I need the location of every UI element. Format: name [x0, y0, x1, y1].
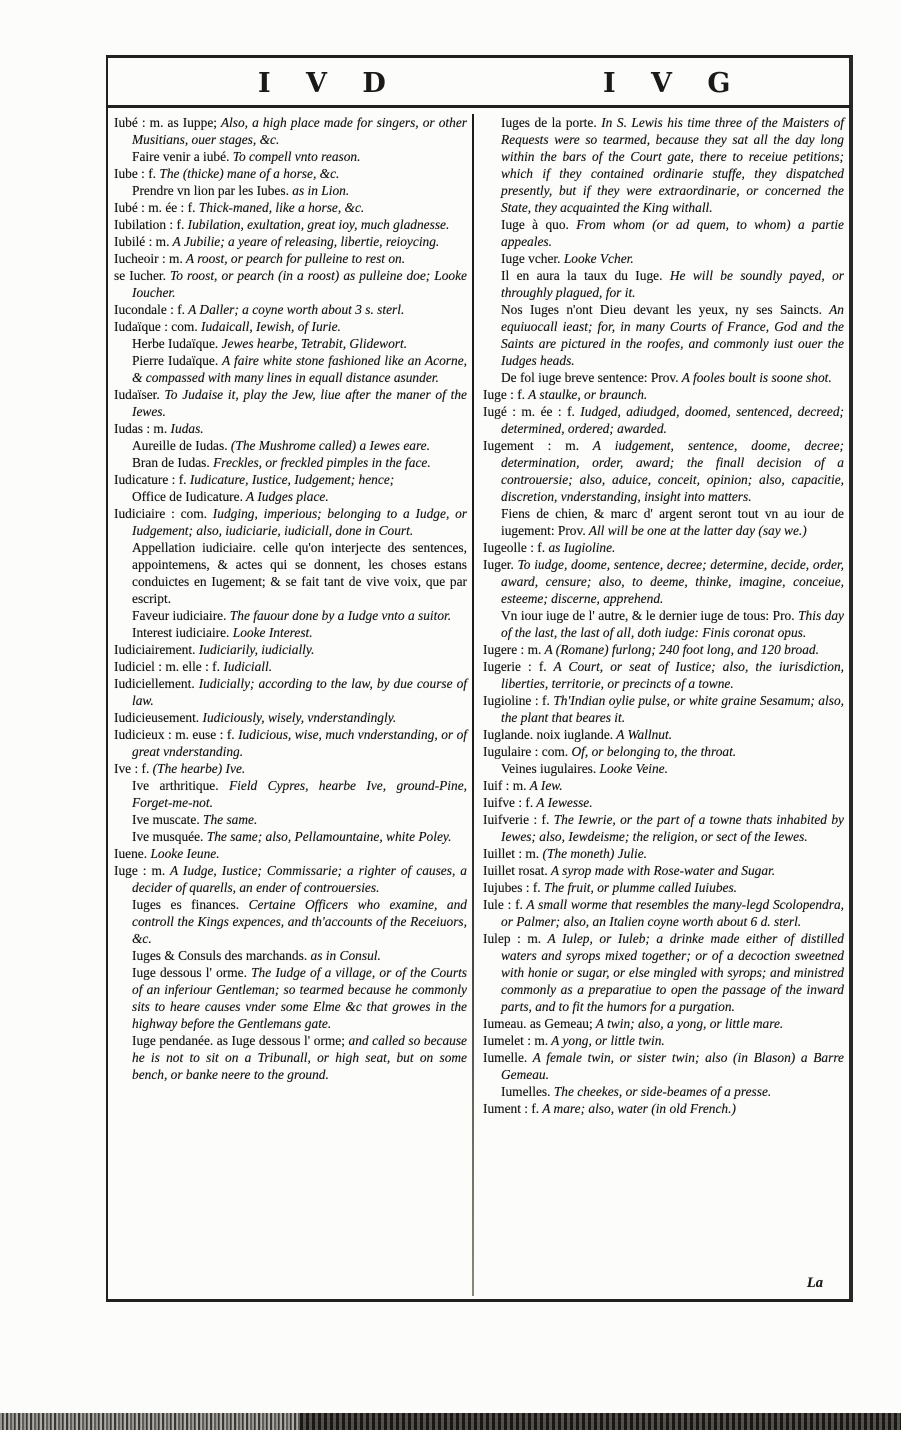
entry-headword: Ive arthritique. [132, 778, 219, 793]
dictionary-entry [114, 726, 467, 760]
entry-headword: Iugeolle : f. [483, 540, 546, 555]
entry-definition: and called so because he is not to sit on a Tribunall, or high seat, but on some bench, or banke neere to the ground. [132, 1033, 467, 1082]
dictionary-entry [483, 539, 844, 556]
page-frame [106, 55, 853, 1302]
entry-headword: Iuges & Consuls des marchands. [132, 948, 308, 963]
entry-definition: A Iewesse. [533, 795, 593, 810]
dictionary-entry [114, 318, 467, 335]
entry-headword: Iubilé : m. [114, 234, 170, 249]
entry-headword: Iudiciel : m. elle : f. [114, 659, 220, 674]
dictionary-entry [483, 862, 844, 879]
entry-definition: The fruit, or plumme called Iuiubes. [540, 880, 738, 895]
entry-headword: Iuge à quo. [501, 217, 569, 232]
entry-definition: To iudge, doome, sentence, decree; determine, decide, order, award, censure; also, to deeme, thinke, imagine, conceiue, esteeme; discerne, apprehend. [501, 557, 844, 606]
entry-headword: Iudiciaire : com. [114, 506, 208, 521]
entry-headword: Iubé : m. ée : f. [114, 200, 196, 215]
entry-headword: Iulep : m. [483, 931, 542, 946]
entry-headword: Office de Iudicature. [132, 489, 243, 504]
entry-headword: Ive musquée. [132, 829, 204, 844]
entry-definition: The same; also, Pellamountaine, white Poley. [203, 829, 452, 844]
entry-headword: Ive muscate. [132, 812, 200, 827]
entry-headword: Iuglande. noix iuglande. [483, 727, 614, 742]
entry-definition: A female twin, or sister twin; also (in Blason) a Barre Gemeau. [501, 1050, 844, 1082]
dictionary-entry [114, 114, 467, 148]
dictionary-entry [114, 148, 467, 165]
entry-definition: The Iewrie, or the part of a towne thats inhabited by Iewes; also, Iewdeisme; the religion, or sect of the Iewes. [501, 812, 844, 844]
entry-definition: Iudicially; according to the law, by due course of law. [132, 676, 467, 708]
entry-definition: Certaine Officers who examine, and controll the Kings expences, and th'accounts of the Receiuors, &c. [132, 897, 467, 946]
dictionary-entry [114, 828, 467, 845]
entry-headword: Iugulaire : com. [483, 744, 569, 759]
dictionary-entry [483, 641, 844, 658]
dictionary-entry [483, 1083, 844, 1100]
dictionary-entry [483, 794, 844, 811]
dictionary-entry [483, 1049, 844, 1083]
entry-headword: Veines iugulaires. [501, 761, 597, 776]
entry-definition: as in Lion. [288, 183, 350, 198]
entry-definition: This day of the last, the last of all, doth iudge: Finis coronat opus. [501, 608, 844, 640]
entry-definition: He will be soundly payed, or throughly plagued, for it. [501, 268, 844, 300]
entry-headword: Iudaïser. [114, 387, 160, 402]
entry-headword: Appellation iudiciaire. celle qu'on interjecte des sentences, appointemens, & actes qui se donnent, les choses estans conduictes en Iugement; & se fait tant de vive voix, que par escript. [132, 540, 467, 606]
dictionary-entry [114, 777, 467, 811]
entry-headword: Iube : f. [114, 166, 157, 181]
entry-headword: Iumelle. [483, 1050, 528, 1065]
entry-headword: Vn iour iuge de l' autre, & le dernier iuge de tous: Pro. [501, 608, 795, 623]
dictionary-entry [114, 607, 467, 624]
entry-definition: A Jubilie; a yeare of releasing, libertie, reioycing. [169, 234, 440, 249]
entry-definition: A syrop made with Rose-water and Sugar. [547, 863, 776, 878]
dictionary-entry [483, 403, 844, 437]
entry-headword: Iugement : m. [483, 438, 580, 453]
entry-headword: Iudiciellement. [114, 676, 195, 691]
entry-headword: Nos Iuges n'ont Dieu devant les yeux, ny ses Saincts. [501, 302, 822, 317]
dictionary-entry [114, 199, 467, 216]
entry-headword: Iuge vcher. [501, 251, 561, 266]
dictionary-entry [483, 692, 844, 726]
dictionary-entry [114, 624, 467, 641]
entry-definition: To compell vnto reason. [229, 149, 361, 164]
dictionary-entry [483, 250, 844, 267]
dictionary-entry [114, 947, 467, 964]
dictionary-entry [114, 352, 467, 386]
dictionary-entry [114, 165, 467, 182]
entry-definition: (The moneth) Julie. [539, 846, 648, 861]
entry-definition: A staulke, or braunch. [525, 387, 648, 402]
left-column [114, 114, 472, 1296]
bottom-page-edge [0, 1413, 901, 1430]
entry-headword: Iule : f. [483, 897, 523, 912]
dictionary-entry [483, 777, 844, 794]
dictionary-entry [483, 811, 844, 845]
dictionary-entry [114, 233, 467, 250]
entry-headword: Iument : f. [483, 1101, 540, 1116]
entry-headword: Interest iudiciaire. [132, 625, 230, 640]
running-head-left: I V D [258, 68, 399, 99]
entry-headword: Iuif : m. [483, 778, 527, 793]
entry-headword: Iuge : f. [483, 387, 526, 402]
entry-definition: Looke Veine. [596, 761, 668, 776]
entry-definition: Looke Vcher. [560, 251, 634, 266]
entry-headword: Iudiciairement. [114, 642, 196, 657]
entry-definition: A Iulep, or Iuleb; a drinke made either of distilled waters and syrops mixed together; or of a decoction sweetned with honie or sugar, or else mingled with syrops; and ministred commonly as a preparatiue to open the passage of the inward parts, and to fit the humors for a purgation. [501, 931, 844, 1014]
entry-headword: Fiens de chien, & marc d' argent seront tout vn au iour de iugement: Prov. [501, 506, 844, 538]
entry-headword: Iudicieux : m. euse : f. [114, 727, 235, 742]
text-columns [114, 114, 846, 1296]
entry-definition: The (thicke) mane of a horse, &c. [156, 166, 340, 181]
entry-definition: A mare; also, water (in old French.) [539, 1101, 736, 1116]
entry-definition: Jewes hearbe, Tetrabit, Glidewort. [218, 336, 408, 351]
entry-definition: A Wallnut. [613, 727, 673, 742]
entry-definition: Iudiciously, wisely, vnderstandingly. [199, 710, 397, 725]
entry-definition: The Iudge of a village, or of the Courts of an inferiour Gentleman; so tearmed because he commonly sits to heare causes vnder some Elme &c that growes in the highway before the Gentlemans gate. [132, 965, 467, 1031]
dictionary-entry [483, 1100, 844, 1117]
dictionary-entry [483, 896, 844, 930]
entry-headword: Herbe Iudaïque. [132, 336, 219, 351]
entry-headword: Iumelet : m. [483, 1033, 549, 1048]
header-rule [107, 105, 851, 108]
entry-definition: A iudgement, sentence, doome, decree; determination, order, award; the finall decision of a controuersie; also, aduice, conceit, opinion; also, capacitie, discretion, vnderstanding, insight into matters. [501, 438, 844, 504]
dictionary-entry [114, 641, 467, 658]
entry-definition: A Court, or seat of Iustice; also, the iurisdiction, liberties, territorie, or precincts of a towne. [501, 659, 844, 691]
entry-definition: The fauour done by a Iudge vnto a suitor. [226, 608, 452, 623]
dictionary-entry [114, 182, 467, 199]
entry-definition: as Iugioline. [545, 540, 616, 555]
entry-definition: (The Mushrome called) a Iewes eare. [227, 438, 430, 453]
entry-headword: Bran de Iudas. [132, 455, 210, 470]
dictionary-entry [114, 539, 467, 607]
entry-definition: Iudicature, Iustice, Iudgement; hence; [186, 472, 395, 487]
entry-definition: From whom (or ad quem, to whom) a partie appeales. [501, 217, 844, 249]
entry-definition: The cheekes, or side-beames of a presse. [550, 1084, 772, 1099]
entry-definition: The same. [199, 812, 258, 827]
entry-definition: A roost, or pearch for pulleine to rest on. [182, 251, 406, 266]
entry-headword: Iubé : m. as Iuppe; [114, 115, 217, 130]
dictionary-entry [114, 437, 467, 454]
entry-definition: Looke Interest. [229, 625, 313, 640]
entry-headword: Iuifve : f. [483, 795, 534, 810]
entry-definition: Iudaicall, Iewish, of Iurie. [197, 319, 341, 334]
entry-headword: Iuifverie : f. [483, 812, 550, 827]
entry-headword: se Iucher. [114, 268, 167, 283]
entry-definition: Also, a high place made for singers, or other Musitians, ouer stages, &c. [132, 115, 467, 147]
dictionary-entry [114, 216, 467, 233]
entry-headword: Iudicieusement. [114, 710, 200, 725]
dictionary-entry [114, 862, 467, 896]
dictionary-entry [483, 216, 844, 250]
dictionary-entry [483, 930, 844, 1015]
entry-headword: Iugé : m. ée : f. [483, 404, 575, 419]
entry-headword: Iuger. [483, 557, 514, 572]
entry-definition: To roost, or pearch (in a roost) as pulleine doe; Looke Ioucher. [132, 268, 468, 300]
dictionary-entry [483, 1032, 844, 1049]
dictionary-entry [483, 726, 844, 743]
entry-definition: Freckles, or freckled pimples in the face. [209, 455, 431, 470]
entry-headword: Aureille de Iudas. [132, 438, 228, 453]
entry-definition: Iudiciarily, iudicially. [195, 642, 315, 657]
dictionary-entry [114, 471, 467, 488]
entry-headword: Iuillet : m. [483, 846, 540, 861]
entry-definition: Thick-maned, like a horse, &c. [195, 200, 365, 215]
entry-definition: A Iudge, Iustice; Commissarie; a righter of causes, a decider of quarells, an ender of controuersies. [132, 863, 467, 895]
entry-definition: A yong, or little twin. [548, 1033, 665, 1048]
entry-headword: De fol iuge breve sentence: Prov. [501, 370, 679, 385]
entry-headword: Pierre Iudaïque. [132, 353, 219, 368]
entry-headword: Iumelles. [501, 1084, 551, 1099]
entry-headword: Faveur iudiciaire. [132, 608, 227, 623]
entry-headword: Iujubes : f. [483, 880, 541, 895]
entry-headword: Iuge pendanée. as Iuge dessous l' orme; [132, 1033, 345, 1048]
dictionary-entry [114, 1032, 467, 1083]
entry-definition: A Iudges place. [242, 489, 329, 504]
dictionary-entry [483, 505, 844, 539]
entry-definition: A twin; also, a yong, or little mare. [592, 1016, 784, 1031]
dictionary-entry [483, 658, 844, 692]
running-head-right: I V G [603, 68, 744, 99]
dictionary-entry [483, 607, 844, 641]
dictionary-entry [114, 658, 467, 675]
dictionary-entry [483, 760, 844, 777]
entry-headword: Iuillet rosat. [483, 863, 548, 878]
entry-headword: Iuge dessous l' orme. [132, 965, 247, 980]
entry-definition: Th'Indian oylie pulse, or white graine Sesamum; also, the plant that beares it. [501, 693, 844, 725]
dictionary-entry [483, 369, 844, 386]
entry-headword: Iudas : m. [114, 421, 168, 436]
dictionary-entry [114, 896, 467, 947]
dictionary-entry [483, 437, 844, 505]
entry-definition: Iubilation, exultation, great ioy, much gladnesse. [184, 217, 450, 232]
entry-headword: Iuges es finances. [132, 897, 240, 912]
entry-headword: Iugerie : f. [483, 659, 547, 674]
dictionary-entry [483, 743, 844, 760]
entry-definition: as in Consul. [307, 948, 381, 963]
entry-definition: Iudas. [167, 421, 204, 436]
catchword: La [806, 1275, 823, 1291]
dictionary-entry [114, 301, 467, 318]
dictionary-entry [114, 505, 467, 539]
entry-definition: A small worme that resembles the many-legd Scolopendra, or Palmer; also, an Italien coyne worth about 6 d. sterl. [501, 897, 844, 929]
entry-headword: Iucheoir : m. [114, 251, 183, 266]
entry-definition: To Judaise it, play the Jew, liue after the maner of the Iewes. [132, 387, 467, 419]
entry-headword: Ive : f. [114, 761, 150, 776]
dictionary-entry [114, 675, 467, 709]
entry-headword: Iucondale : f. [114, 302, 186, 317]
right-column [474, 114, 846, 1296]
dictionary-entry [483, 267, 844, 301]
entry-definition: All will be one at the latter day (say we.) [585, 523, 807, 538]
dictionary-entry [114, 845, 467, 862]
entry-definition: A (Romane) furlong; 240 foot long, and 120 broad. [541, 642, 819, 657]
entry-definition: Of, or belonging to, the throat. [568, 744, 737, 759]
entry-definition: A Daller; a coyne worth about 3 s. sterl. [185, 302, 405, 317]
entry-definition: A faire white stone fashioned like an Acorne, & compassed with many lines in equall distance asunder. [132, 353, 467, 385]
entry-headword: Iugioline : f. [483, 693, 550, 708]
entry-headword: Iudicature : f. [114, 472, 187, 487]
dictionary-entry [483, 879, 844, 896]
dictionary-entry [114, 250, 467, 267]
dictionary-entry [114, 811, 467, 828]
entry-headword: Iuene. [114, 846, 148, 861]
entry-definition: In S. Lewis his time three of the Maisters of Requests were so tearmed, because they sat all the day long within the bars of the Court gate, there to receiue petitions; which if they contained ordinarie stuffe, they dispatched presently, but if they were extraordinarie, or concerned the State, they acquainted the King withall. [501, 115, 844, 215]
entry-definition: (The hearbe) Ive. [149, 761, 246, 776]
entry-headword: Il en aura la taux du Iuge. [501, 268, 663, 283]
entry-headword: Faire venir a iubé. [132, 149, 230, 164]
dictionary-entry [114, 420, 467, 437]
dictionary-entry [483, 386, 844, 403]
dictionary-entry [114, 335, 467, 352]
entry-headword: Iuge : m. [114, 863, 166, 878]
entry-headword: Iubilation : f. [114, 217, 185, 232]
entry-definition: Looke Ieune. [147, 846, 220, 861]
dictionary-entry [483, 1015, 844, 1032]
dictionary-entry [114, 709, 467, 726]
dictionary-entry [483, 845, 844, 862]
dictionary-entry [114, 760, 467, 777]
entry-headword: Prendre vn lion par les Iubes. [132, 183, 289, 198]
entry-headword: Iudaïque : com. [114, 319, 198, 334]
entry-definition: A fooles boult is soone shot. [678, 370, 832, 385]
entry-definition: An equiuocall ieast; for, in many Courts of France, God and the Saints are pictured in the roofes, and commonly iust ouer the Iudges heads. [501, 302, 844, 368]
dictionary-entry [483, 114, 844, 216]
dictionary-entry [114, 267, 467, 301]
dictionary-entry [483, 301, 844, 369]
dictionary-entry [114, 454, 467, 471]
dictionary-entry [114, 386, 467, 420]
entry-definition: Field Cypres, hearbe Ive, ground-Pine, Forget-me-not. [132, 778, 467, 810]
entry-definition: Iudged, adiudged, doomed, sentenced, decreed; determined, ordered; awarded. [501, 404, 844, 436]
entry-headword: Iugere : m. [483, 642, 542, 657]
dictionary-entry [483, 556, 844, 607]
entry-definition: Iudiciall. [219, 659, 273, 674]
dictionary-entry [114, 964, 467, 1032]
entry-definition: Iudicious, wise, much vnderstanding, or of great vnderstanding. [132, 727, 467, 759]
entry-definition: A Iew. [526, 778, 563, 793]
entry-headword: Iumeau. as Gemeau; [483, 1016, 593, 1031]
entry-headword: Iuges de la porte. [501, 115, 597, 130]
dictionary-entry [114, 488, 467, 505]
entry-definition: Iudging, imperious; belonging to a Iudge, or Iudgement; also, iudiciarie, iudiciall, done in Court. [132, 506, 467, 538]
